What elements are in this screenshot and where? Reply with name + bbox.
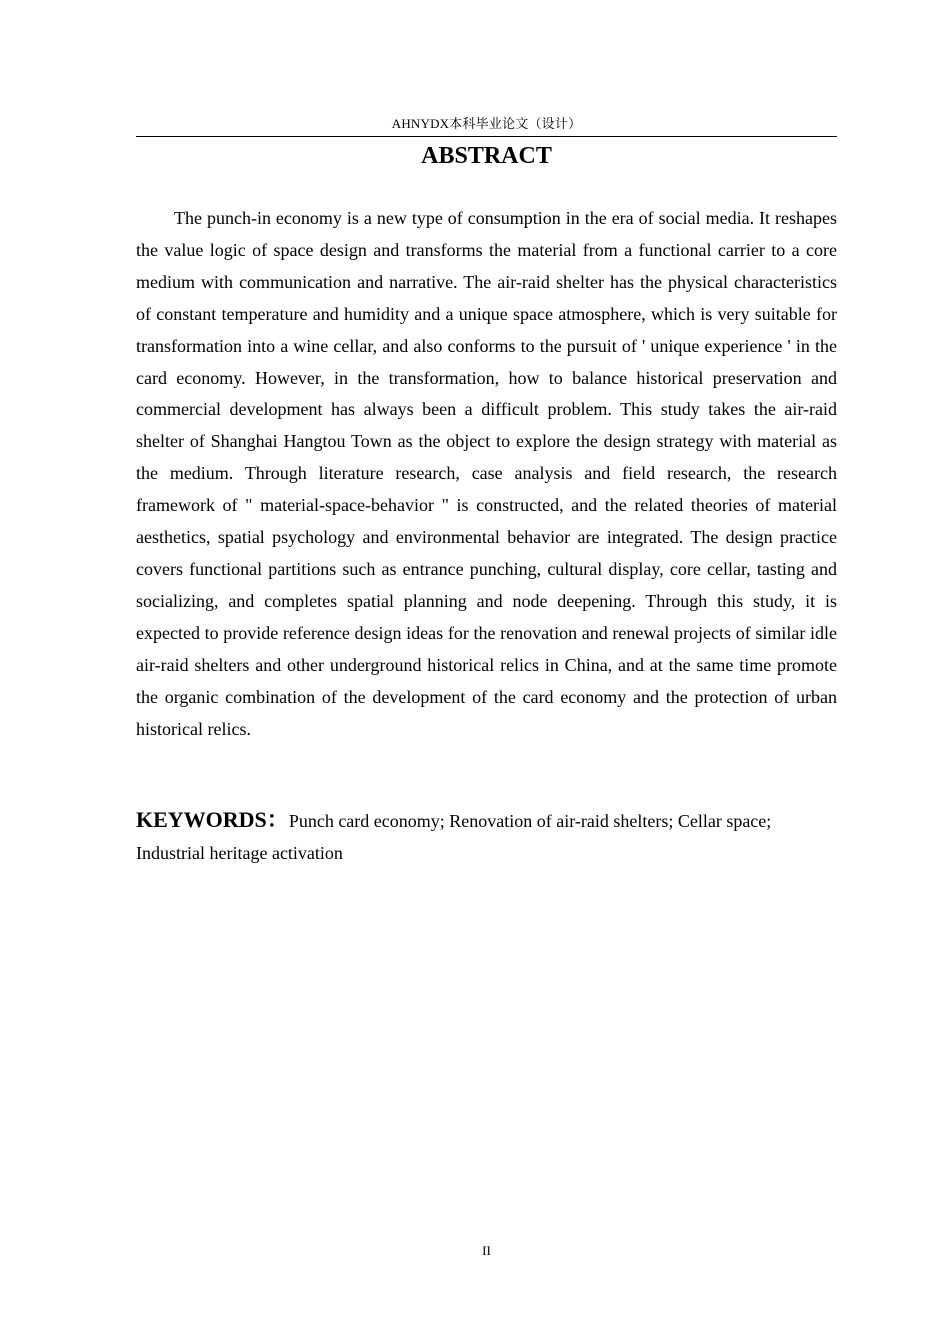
abstract-title: ABSTRACT: [421, 143, 552, 169]
keywords-label: KEYWORDS：: [136, 807, 289, 832]
running-header: AHNYDX本科毕业论文（设计）: [391, 116, 582, 131]
page-number: II: [482, 1243, 491, 1258]
abstract-body: The punch-in economy is a new type of consumption in the era of social media. It reshapes the value logic of space design and transforms the material from a functional carrier to a core medium with communication and narrative. The air-raid shelter has the physical characteristics of constant temperature and humidity and a unique space atmosphere, which is very suitable for transformation into a wine cellar, and also conforms to the pursuit of ' unique experience ' in the card economy. However, in the transformation, how to balance historical preservation and commercial development has always been a difficult problem. This study takes the air-raid shelter of Shanghai Hangtou Town as the object to explore the design strategy with material as the medium. Through literature research, case analysis and field research, the research framework of " material-space-behavior " is constructed, and the related theories of material aesthetics, spatial psychology and environmental behavior are integrated. The design practice covers functional partitions such as entrance punching, cultural display, core cellar, tasting and socializing, and completes spatial planning and node deepening. Through this study, it is expected to provide reference design ideas for the renovation and renewal projects of similar idle air-raid shelters and other underground historical relics in China, and at the same time promote the organic combination of the development of the card economy and the protection of urban historical relics.: [136, 208, 837, 739]
header-rule: [136, 136, 837, 137]
keywords-text: Punch card economy; Renovation of air-raid shelters; Cellar space; Industrial heritage activation: [136, 811, 772, 863]
keywords-paragraph: [136, 804, 837, 869]
